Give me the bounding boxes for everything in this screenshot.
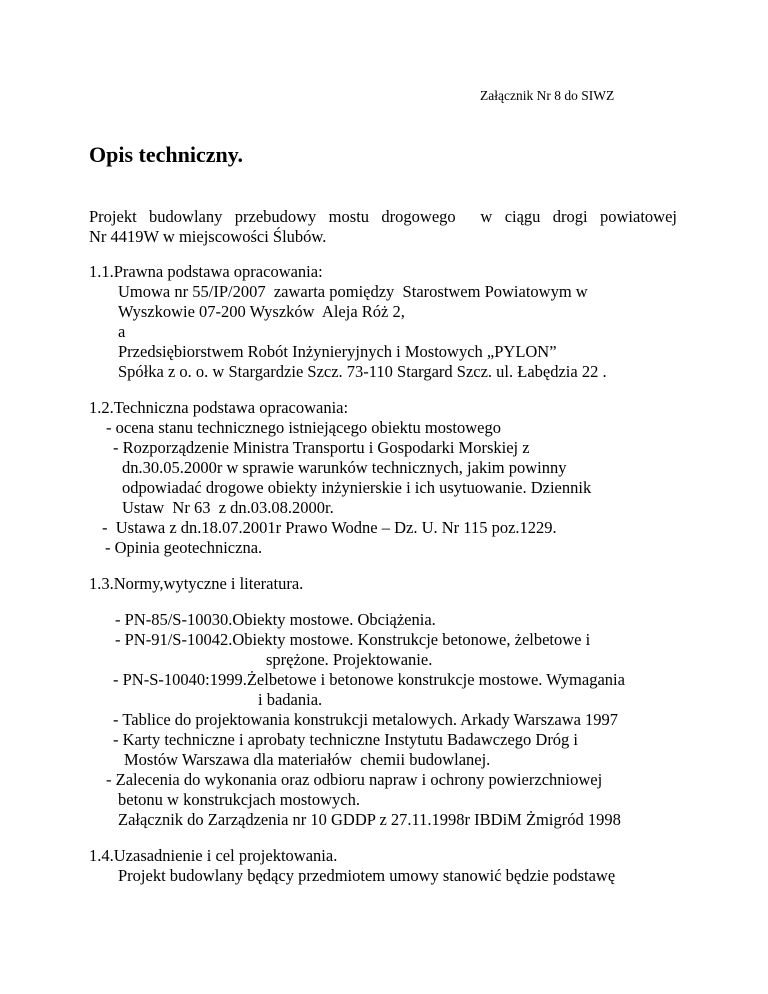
section-line: - ocena stanu technicznego istniejącego obiektu mostowego (106, 418, 501, 437)
section-line: betonu w konstrukcjach mostowych. (118, 790, 360, 809)
annex-label: Załącznik Nr 8 do SIWZ (480, 88, 615, 103)
section-line: Projekt budowlany będący przedmiotem umowy stanowić będzie podstawę (118, 866, 616, 885)
section-line: - Opinia geotechniczna. (105, 538, 263, 557)
section-line: - PN-85/S-10030.Obiekty mostowe. Obciążenia. (115, 610, 436, 629)
section-line: sprężone. Projektowanie. (266, 650, 433, 669)
section-line: Przedsiębiorstwem Robót Inżynieryjnych i Mostowych „PYLON” (118, 342, 557, 361)
section-heading: 1.3.Normy,wytyczne i literatura. (89, 574, 304, 593)
intro-line: Projekt budowlany przebudowy mostu drogowego w ciągu drogi powiatowej (89, 207, 677, 226)
section-line: Spółka z o. o. w Stargardzie Szcz. 73-110 Stargard Szcz. ul. Łabędzia 22 . (118, 362, 607, 381)
section-line: i badania. (258, 690, 323, 709)
document-title: Opis techniczny. (89, 142, 244, 167)
section-line: - PN-S-10040:1999.Żelbetowe i betonowe konstrukcje mostowe. Wymagania (113, 670, 625, 689)
section-line: - PN-91/S-10042.Obiekty mostowe. Konstrukcje betonowe, żelbetowe i (115, 630, 591, 649)
section-line: a (118, 322, 126, 341)
section-line: Ustaw Nr 63 z dn.03.08.2000r. (122, 498, 334, 517)
section-line: Mostów Warszawa dla materiałów chemii budowlanej. (124, 750, 491, 769)
section-line: - Rozporządzenie Ministra Transportu i Gospodarki Morskiej z (113, 438, 530, 457)
section-line: - Karty techniczne i aprobaty techniczne Instytutu Badawczego Dróg i (113, 730, 579, 749)
intro-line: Nr 4419W w miejscowości Ślubów. (89, 227, 327, 246)
section-heading: 1.2.Techniczna podstawa opracowania: (89, 398, 349, 417)
section-line: - Zalecenia do wykonania oraz odbioru napraw i ochrony powierzchniowej (106, 770, 603, 789)
section-heading: 1.1.Prawna podstawa opracowania: (89, 262, 323, 281)
section-line: Umowa nr 55/IP/2007 zawarta pomiędzy Starostwem Powiatowym w (118, 282, 588, 301)
section-line: dn.30.05.2000r w sprawie warunków technicznych, jakim powinny (122, 458, 567, 477)
section-line: Wyszkowie 07-200 Wyszków Aleja Róż 2, (118, 302, 405, 321)
section-heading: 1.4.Uzasadnienie i cel projektowania. (89, 846, 338, 865)
section-line: - Tablice do projektowania konstrukcji metalowych. Arkady Warszawa 1997 (113, 710, 619, 729)
section-line: Załącznik do Zarządzenia nr 10 GDDP z 27.11.1998r IBDiM Żmigród 1998 (118, 810, 621, 829)
section-line: odpowiadać drogowe obiekty inżynierskie i ich usytuowanie. Dziennik (122, 478, 592, 497)
section-line: - Ustawa z dn.18.07.2001r Prawo Wodne – Dz. U. Nr 115 poz.1229. (102, 518, 557, 537)
